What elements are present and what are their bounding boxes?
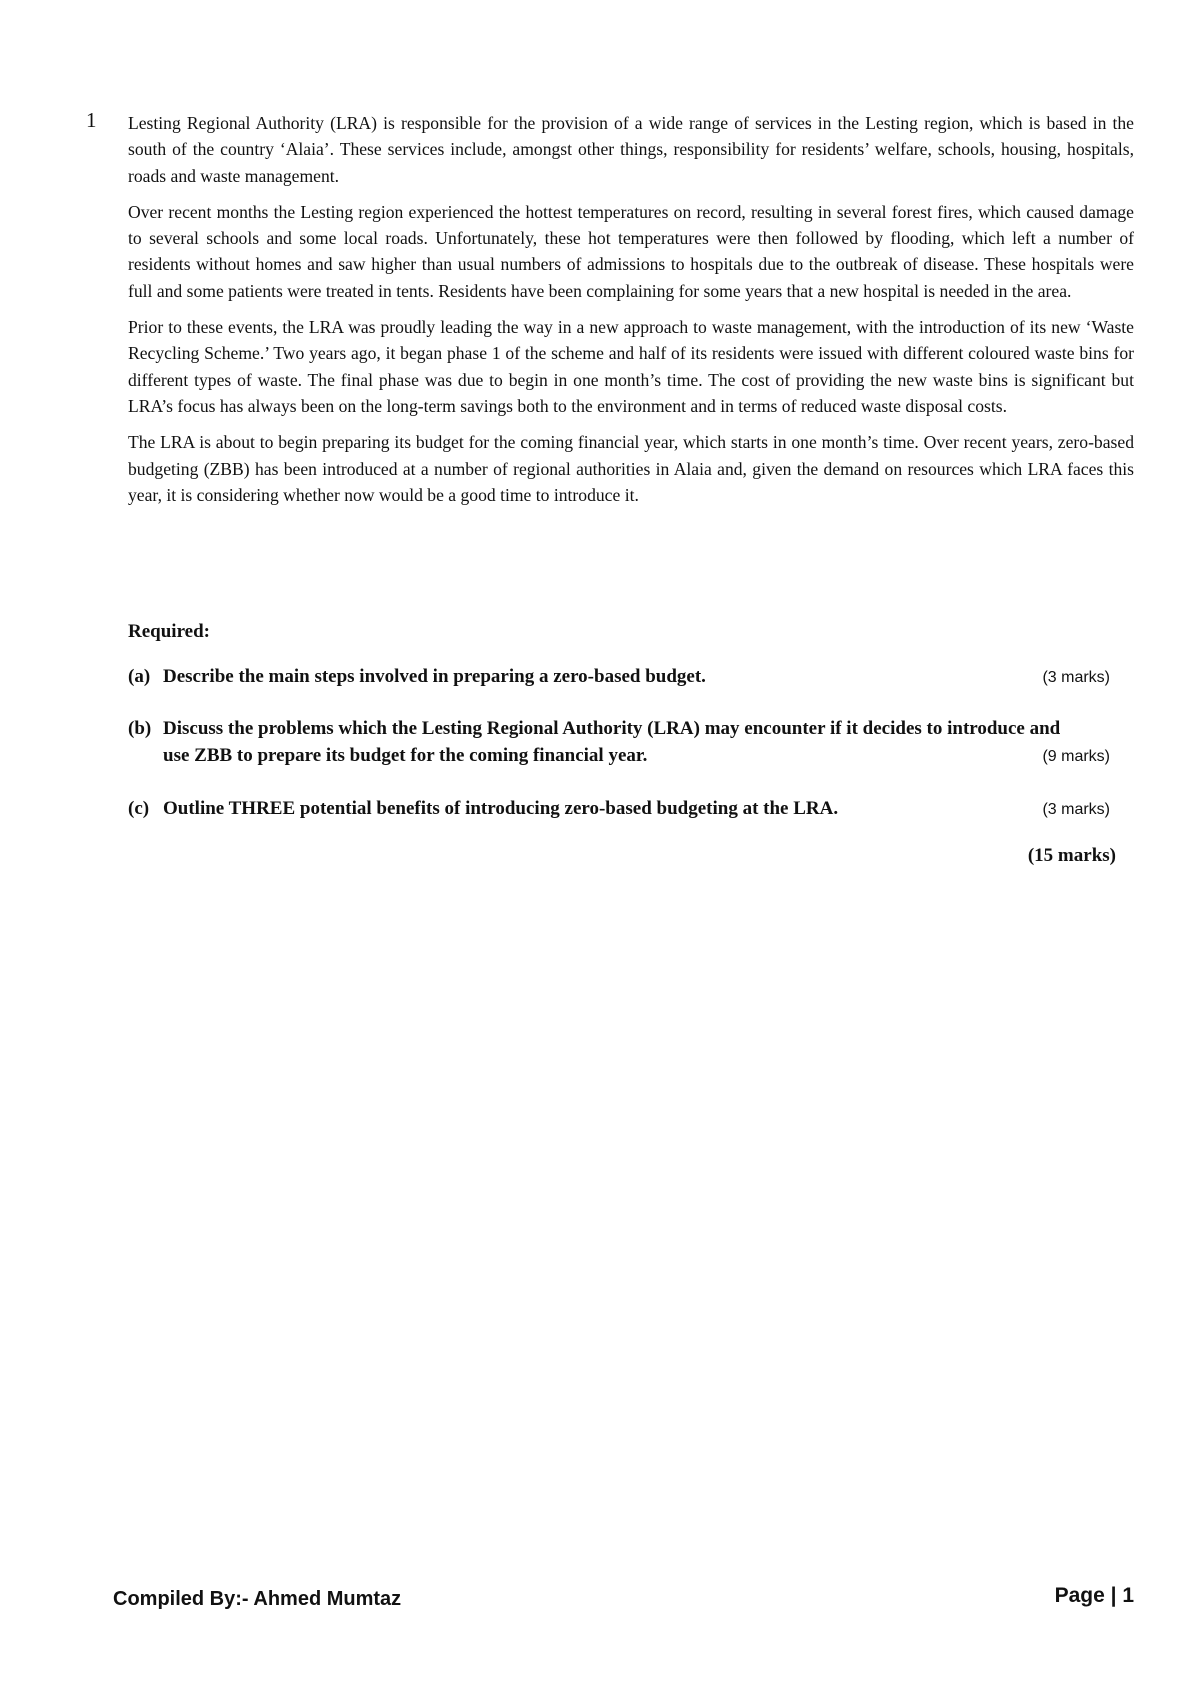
question-number: 1	[86, 108, 97, 132]
scenario-paragraph: The LRA is about to begin preparing its budget for the coming financial year, which starts in one month’s time. Over recent years, zero-based budgeting (ZBB) has been introduced at a number of regional authorities in Alaia and, given the demand on resources which LRA faces this year, it is considering whether now would be a good time to introduce it.	[128, 432, 1134, 505]
task-a	[128, 664, 1134, 691]
required-heading: Required:	[128, 621, 210, 642]
task-b	[128, 716, 1134, 769]
total-marks: (15 marks)	[1027, 845, 1116, 866]
task-text: Describe the main steps involved in preparing a zero-based budget.	[163, 666, 706, 687]
task-c	[128, 796, 1134, 823]
task-text: Outline THREE potential benefits of introducing zero-based budgeting at the LRA.	[163, 798, 839, 819]
scenario-paragraph: Lesting Regional Authority (LRA) is responsible for the provision of a wide range of services in the Lesting region, which is based in the south of the country ‘Alaia’. These services include, amongst other things, responsibility for residents’ welfare, schools, housing, hospitals, roads and waste management.	[128, 113, 1134, 186]
task-marks: (9 marks)	[1042, 748, 1110, 765]
task-marks: (3 marks)	[1042, 801, 1110, 818]
task-marks: (3 marks)	[1042, 669, 1110, 686]
task-letter: (b)	[128, 718, 152, 739]
footer-page-number: Page | 1	[1054, 1584, 1134, 1607]
scenario-paragraph: Prior to these events, the LRA was proudly leading the way in a new approach to waste management, with the introduction of its new ‘Waste Recycling Scheme.’ Two years ago, it began phase 1 of the scheme and half of its residents were issued with different coloured waste bins for different types of waste. The final phase was due to begin in one month’s time. The cost of providing the new waste bins is significant but LRA’s focus has always been on the long-term savings both to the environment and in terms of reduced waste disposal costs.	[128, 317, 1134, 416]
scenario-text	[128, 110, 1134, 518]
scenario-paragraph: Over recent months the Lesting region experienced the hottest temperatures on record, resulting in several forest fires, which caused damage to several schools and some local roads. Unfortunately, these hot temperatures were then followed by flooding, which left a number of residents without homes and saw higher than usual numbers of admissions to hospitals due to the outbreak of disease. These hospitals were full and some patients were treated in tents. Residents have been complaining for some years that a new hospital is needed in the area.	[128, 201, 1134, 301]
task-text: Discuss the problems which the Lesting Regional Authority (LRA) may encounter if it decides to introduce and use ZBB to prepare its budget for the coming financial year.	[163, 718, 1061, 766]
task-letter: (a)	[128, 666, 151, 687]
footer-compiled-by: Compiled By:- Ahmed Mumtaz	[113, 1588, 402, 1610]
task-letter: (c)	[128, 798, 150, 819]
